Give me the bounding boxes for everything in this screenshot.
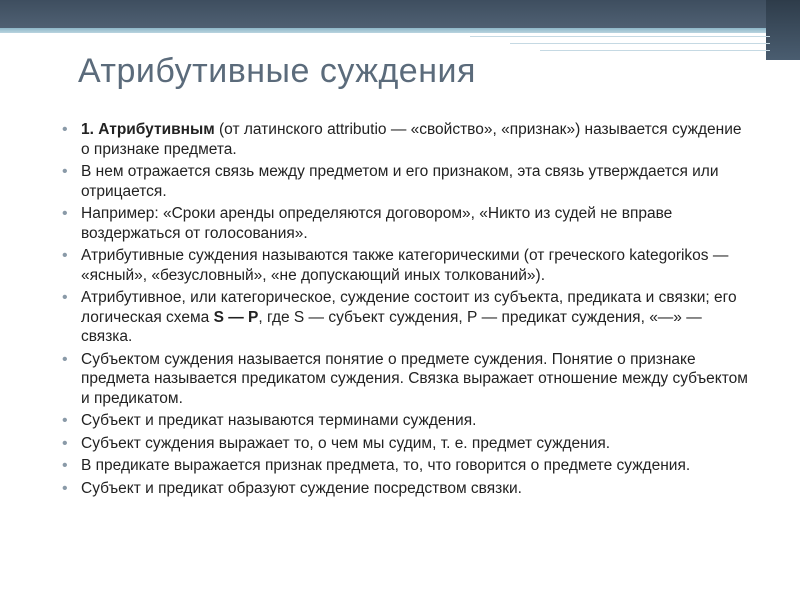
bullet-item bbox=[62, 411, 752, 431]
slide-title: Атрибутивные суждения bbox=[78, 52, 476, 90]
decorative-lines bbox=[470, 33, 770, 59]
bullet-item bbox=[62, 456, 752, 476]
bullet-item bbox=[62, 479, 752, 499]
bullet-item bbox=[62, 204, 752, 243]
decorative-line bbox=[540, 50, 770, 51]
slide-corner-decoration bbox=[766, 0, 800, 60]
bullet-bold-text: 1. Атрибутивным bbox=[81, 121, 215, 138]
bullet-item bbox=[62, 288, 752, 347]
slide-header-bar bbox=[0, 0, 800, 28]
bullet-item bbox=[62, 246, 752, 285]
bullet-text: В предикате выражается признак предмета, то, что говорится о предмете суждения. bbox=[81, 457, 691, 474]
bullet-item bbox=[62, 434, 752, 454]
bullet-item bbox=[62, 350, 752, 409]
bullet-text: В нем отражается связь между предметом и его признаком, эта связь утверждается или отрицается. bbox=[81, 163, 719, 200]
bullet-text: Субъектом суждения называется понятие о предмете суждения. Понятие о признаке предмета называется предикатом суждения. Связка выражает отношение между субъектом и предикатом. bbox=[81, 350, 748, 407]
bullet-text: Например: «Сроки аренды определяются договором», «Никто из судей не вправе воздержаться от голосования». bbox=[81, 205, 673, 242]
decorative-line bbox=[470, 36, 770, 37]
bullet-item bbox=[62, 162, 752, 201]
bullet-text: Субъект и предикат называются терминами суждения. bbox=[81, 412, 477, 429]
bullet-text: (от латинского attributio — «свойство», «признак») называется суждение о признаке предмета. bbox=[81, 121, 742, 158]
bullet-list bbox=[62, 120, 752, 501]
decorative-line bbox=[510, 43, 770, 44]
bullet-item bbox=[62, 120, 752, 159]
bullet-text: , где S — субъект суждения, Р — предикат суждения, «—» — связка. bbox=[81, 308, 702, 345]
bullet-text: Атрибутивные суждения называются также категорическими (от греческого kategorikos — «ясный», «безусловный», «не допускающий иных толкований»). bbox=[81, 247, 729, 284]
bullet-text: Субъект и предикат образуют суждение посредством связки. bbox=[81, 479, 522, 497]
bullet-bold-text: S — P bbox=[213, 308, 259, 326]
bullet-text: Субъект суждения выражает то, о чем мы судим, т. е. предмет суждения. bbox=[81, 434, 611, 452]
bullet-text: Атрибутивное, или категорическое, суждение состоит из субъекта, предиката и связки; его логическая схема bbox=[81, 289, 737, 326]
